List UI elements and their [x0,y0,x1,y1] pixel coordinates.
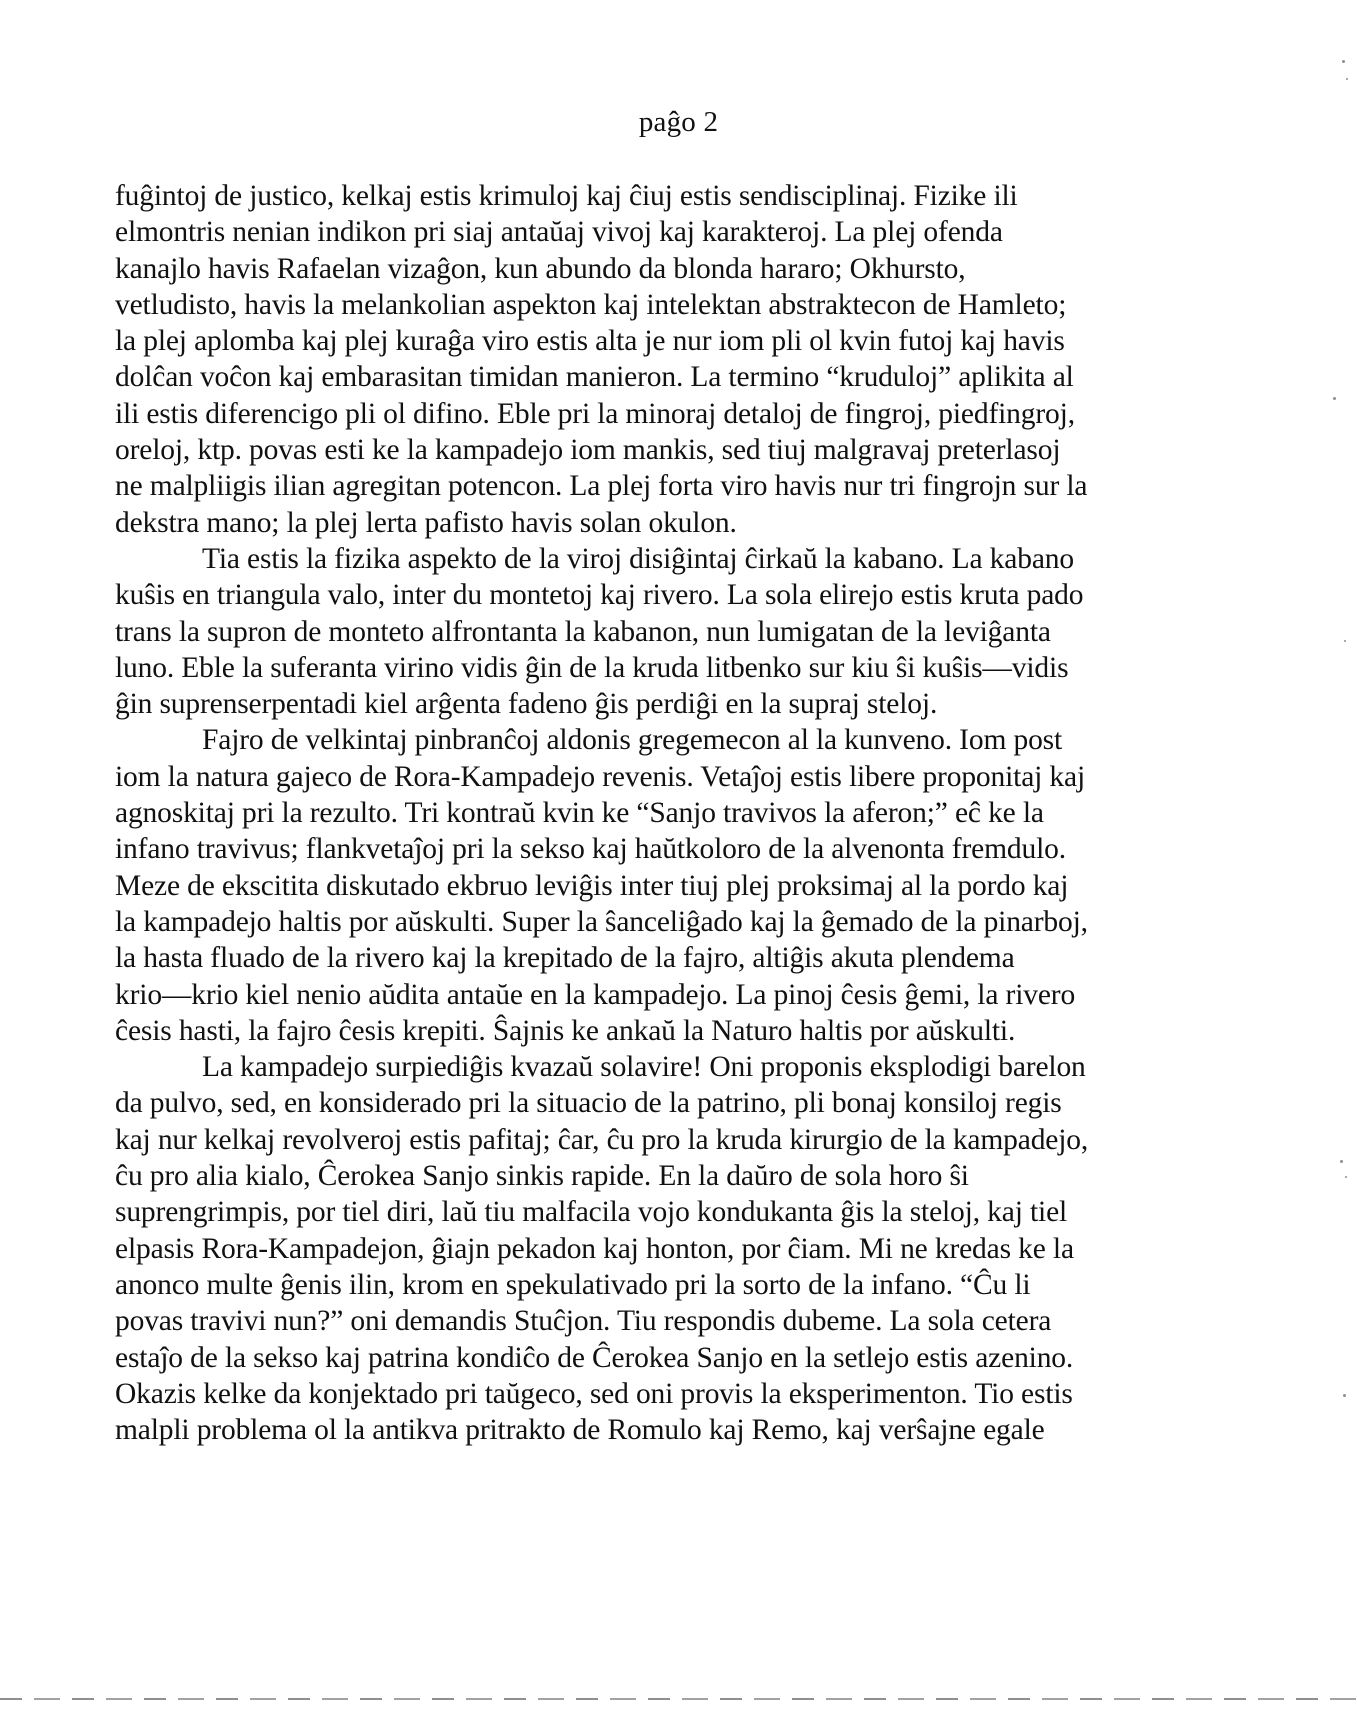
text-line: oreloj, ktp. povas esti ke la kampadejo iom mankis, sed tiuj malgravaj preterlasoj [115,434,1061,467]
scan-speck [1346,78,1348,80]
text-line: trans la supron de monteto alfrontanta la kabanon, nun lumigatan de la leviĝanta [115,615,1051,648]
text-line: dekstra mano; la plej lerta pafisto havis solan okulon. [115,506,737,539]
text-line: kanajlo havis Rafaelan vizaĝon, kun abundo da blonda hararo; Okhursto, [115,252,966,285]
paragraph-start-line: Fajro de velkintaj pinbranĉoj aldonis gregemecon al la kunveno. Iom post [202,724,1063,757]
scan-bottom-edge [0,1698,1357,1700]
text-line: ĉesis hasti, la fajro ĉesis krepiti. Ŝajnis ke ankaŭ la Naturo haltis por aŭskulti. [115,1014,1016,1047]
scan-speck [1345,1176,1347,1178]
text-line: la plej aplomba kaj plej kuraĝa viro estis alta je nur iom pli ol kvin futoj kaj havis [115,325,1065,358]
text-line: dolĉan voĉon kaj embarasitan timidan manieron. La termino “kruduloj” aplikita al [115,361,1074,394]
text-line: krio—krio kiel nenio aŭdita antaŭe en la kampadejo. La pinoj ĉesis ĝemi, la rivero [115,978,1076,1011]
text-line: vetludisto, havis la melankolian aspekton kaj intelektan abstraktecon de Hamleto; [115,288,1067,321]
text-line: luno. Eble la suferanta virino vidis ĝin de la kruda litbenko sur kiu ŝi kuŝis—vidis [115,651,1069,684]
paragraph-start-line: La kampadejo surpiediĝis kvazaŭ solavire! Oni proponis eksplodigi barelon [202,1051,1086,1084]
text-line: la kampadejo haltis por aŭskulti. Super la ŝanceliĝado kaj la ĝemado de la pinarboj, [115,905,1088,938]
page-number-header: paĝo 2 [638,106,719,138]
body-text [115,178,1245,1448]
scan-speck [1333,397,1336,400]
text-line: iom la natura gajeco de Rora-Kampadejo revenis. Vetaĵoj estis libere proponitaj kaj [115,760,1086,793]
text-line: povas travivi nun?” oni demandis Stuĉjon. Tiu respondis dubeme. La sola cetera [115,1305,1052,1338]
text-line: Meze de ekscitita diskutado ekbruo leviĝis inter tiuj plej proksimaj al la pordo kaj [115,869,1069,902]
paragraph-start-line: Tia estis la fizika aspekto de la viroj disiĝintaj ĉirkaŭ la kabano. La kabano [202,542,1074,575]
text-line: ne malpliigis ilian agregitan potencon. La plej forta viro havis nur tri fingrojn sur la [115,470,1088,503]
text-line: agnoskitaj pri la rezulto. Tri kontraŭ kvin ke “Sanjo travivos la aferon;” eĉ ke la [115,797,1044,830]
text-line: elpasis Rora-Kampadejon, ĝiajn pekadon kaj honton, por ĉiam. Mi ne kredas ke la [115,1232,1074,1265]
text-line: estaĵo de la sekso kaj patrina kondiĉo de Ĉerokea Sanjo en la setlejo estis azenino. [115,1341,1074,1374]
text-line: la hasta fluado de la rivero kaj la krepitado de la fajro, altiĝis akuta plendema [115,942,1015,975]
scan-speck [1340,1160,1343,1163]
text-line: malpli problema ol la antikva pritrakto de Romulo kaj Remo, kaj verŝajne egale [115,1414,1045,1447]
text-line: infano travivus; flankvetaĵoj pri la sekso kaj haŭtkoloro de la alvenonta fremdulo. [115,833,1066,866]
text-line: anonco multe ĝenis ilin, krom en spekulativado pri la sorto de la infano. “Ĉu li [115,1268,1031,1301]
text-line: ĉu pro alia kialo, Ĉerokea Sanjo sinkis rapide. En la daŭro de sola horo ŝi [115,1160,969,1193]
text-line: kuŝis en triangula valo, inter du montetoj kaj rivero. La sola elirejo estis kruta pado [115,579,1084,612]
text-line: suprengrimpis, por tiel diri, laŭ tiu malfacila vojo kondukanta ĝis la steloj, kaj tiel [115,1196,1068,1229]
text-line: Okazis kelke da konjektado pri taŭgeco, sed oni provis la eksperimenton. Tio estis [115,1377,1073,1410]
scan-speck [1344,640,1346,642]
scan-speck [1343,1394,1346,1397]
text-line: kaj nur kelkaj revolveroj estis pafitaj; ĉar, ĉu pro la kruda kirurgio de la kampadejo, [115,1123,1089,1156]
text-line: fuĝintoj de justico, kelkaj estis krimuloj kaj ĉiuj estis sendisciplinaj. Fizike ili [115,180,1018,212]
text-line: da pulvo, sed, en konsiderado pri la situacio de la patrino, pli bonaj konsiloj regis [115,1087,1062,1120]
scan-speck [1342,60,1345,63]
text-line: ili estis diferencigo pli ol difino. Eble pri la minoraj detaloj de fingroj, piedfingroj, [115,397,1075,430]
text-line: elmontris nenian indikon pri siaj antaŭaj vivoj kaj karakteroj. La plej ofenda [115,216,1003,249]
text-line: ĝin suprenserpentadi kiel arĝenta fadeno ĝis perdiĝi en la supraj steloj. [115,688,938,721]
